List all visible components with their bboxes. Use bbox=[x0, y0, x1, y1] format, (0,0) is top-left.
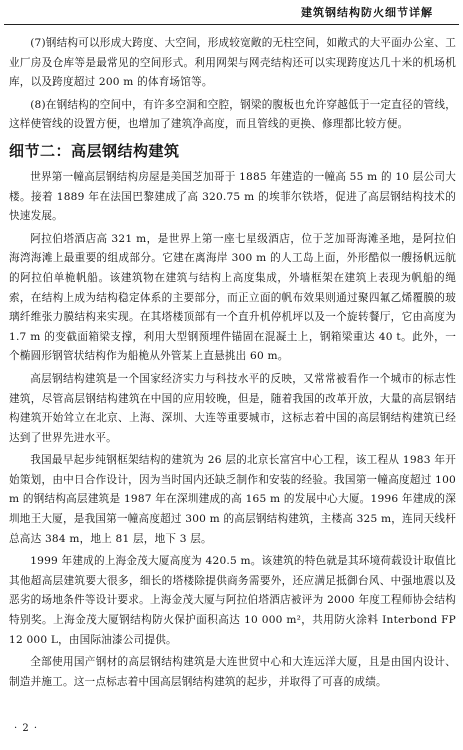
paragraph: 我国最早起步纯钢框架结构的建筑为 26 层的北京长富宫中心工程，该工程从 1983 年开始策划，由中日合作设计，因为当时国内还缺乏制作和安装的经验。我国第一幢高度超过 100 m 的钢结构高层建筑是 1987 年在深圳建成的高 165 m 的发展中心大厦。1996 年建成的深圳地王大厦，是我国第一幢高度超过 300 m 的高层钢结构建筑，主楼高 325 m，连同天线杆总高达 384 m，地上 81 层，地下 3 层。 bbox=[9, 454, 456, 545]
paragraph: (7)钢结构可以形成大跨度、大空间，形成较宽敞的无柱空间，如敞式的大平面办公室、工业厂房及仓库等是最常见的空间形式。利用网架与网壳结构还可以实现跨度达几十米的机场机库，以及跨度超过 200 m 的体育场馆等。 bbox=[9, 37, 456, 89]
paragraph: 1999 年建成的上海金茂大厦高度为 420.5 m。该建筑的特色就是其环境荷载设计取值比其他超高层建筑要大很多，细长的塔楼除提供商务需要外，还应满足抵御台风、中强地震以及恶劣的场地条件等设计要求。上海金茂大厦与阿拉伯塔酒店被评为 2000 年度工程师协会结构特别奖。上海金茂大厦钢结构防火保护面积高达 10 000 m²，共用防火涂料 Interbond FP 12 000 L，由国际油漆公司提供。 bbox=[9, 555, 456, 646]
header-rule bbox=[4, 24, 459, 25]
paragraph: 全部使用国产钢材的高层钢结构建筑是大连世贸中心和大连远洋大厦，且是由国内设计、制造并施工。这一点标志着中国高层钢结构建筑的起步，并取得了可喜的成绩。 bbox=[9, 656, 456, 688]
paragraph: 高层钢结构建筑是一个国家经济实力与科技水平的反映，又常常被看作一个城市的标志性建筑，尽管高层钢结构建筑在中国的应用较晚，但是，随着我国的改革开放，大量的高层钢结构建筑开始耸立在北京、上海、深圳、大连等重要城市，这标志着中国的高层钢结构建筑已经达到了世界先进水平。 bbox=[9, 372, 456, 444]
paragraph: (8)在钢结构的空间中，有许多空洞和空腔，钢梁的腹板也允许穿越低于一定直径的管线，这样使管线的设置方便，也增加了建筑净高度，而且管线的更换、修理都比较方便。 bbox=[9, 98, 456, 131]
section-heading: 细节二：高层钢结构建筑 bbox=[9, 141, 180, 160]
paragraph: 阿拉伯塔酒店高 321 m，是世界上第一座七星级酒店，位于芝加哥海滩圣地，是阿拉伯海湾海滩上最重要的组成部分。它建在离海岸 300 m 的人工岛上面，外形酷似一艘扬帆远航的阿拉伯单桅帆船。该建筑物在建筑与结构上高度集成，外墙框架在建筑上表现为帆船的绳索，在结构上成为结构稳定体系的主要部分，而正立面的帆布效果则通过聚四氟乙烯覆膜的玻璃纤维张力膜结构来实现。在其塔楼顶部有一个直升机停机坪以及一个旋转餐厅，它由高度为 1.7 m 的变截面箱梁支撑，利用大型钢预埋件锚固在混凝土上，钢箱梁重达 40 t。此外，一个椭圆形钢管状结构作为船桅从外管某上直悬挑出 60 m。 bbox=[9, 232, 456, 363]
page-body bbox=[9, 34, 456, 695]
paragraph: 世界第一幢高层钢结构房屋是美国芝加哥于 1885 年建造的一幢高 55 m 的 10 层公司大楼。接着 1889 年在法国巴黎建成了高 320.75 m 的埃菲尔铁塔，促进了高层钢结构技术的快速发展。 bbox=[9, 170, 456, 223]
running-head-title: 建筑钢结构防火细节详解 bbox=[301, 6, 433, 19]
page-number: · 2 · bbox=[14, 723, 39, 734]
